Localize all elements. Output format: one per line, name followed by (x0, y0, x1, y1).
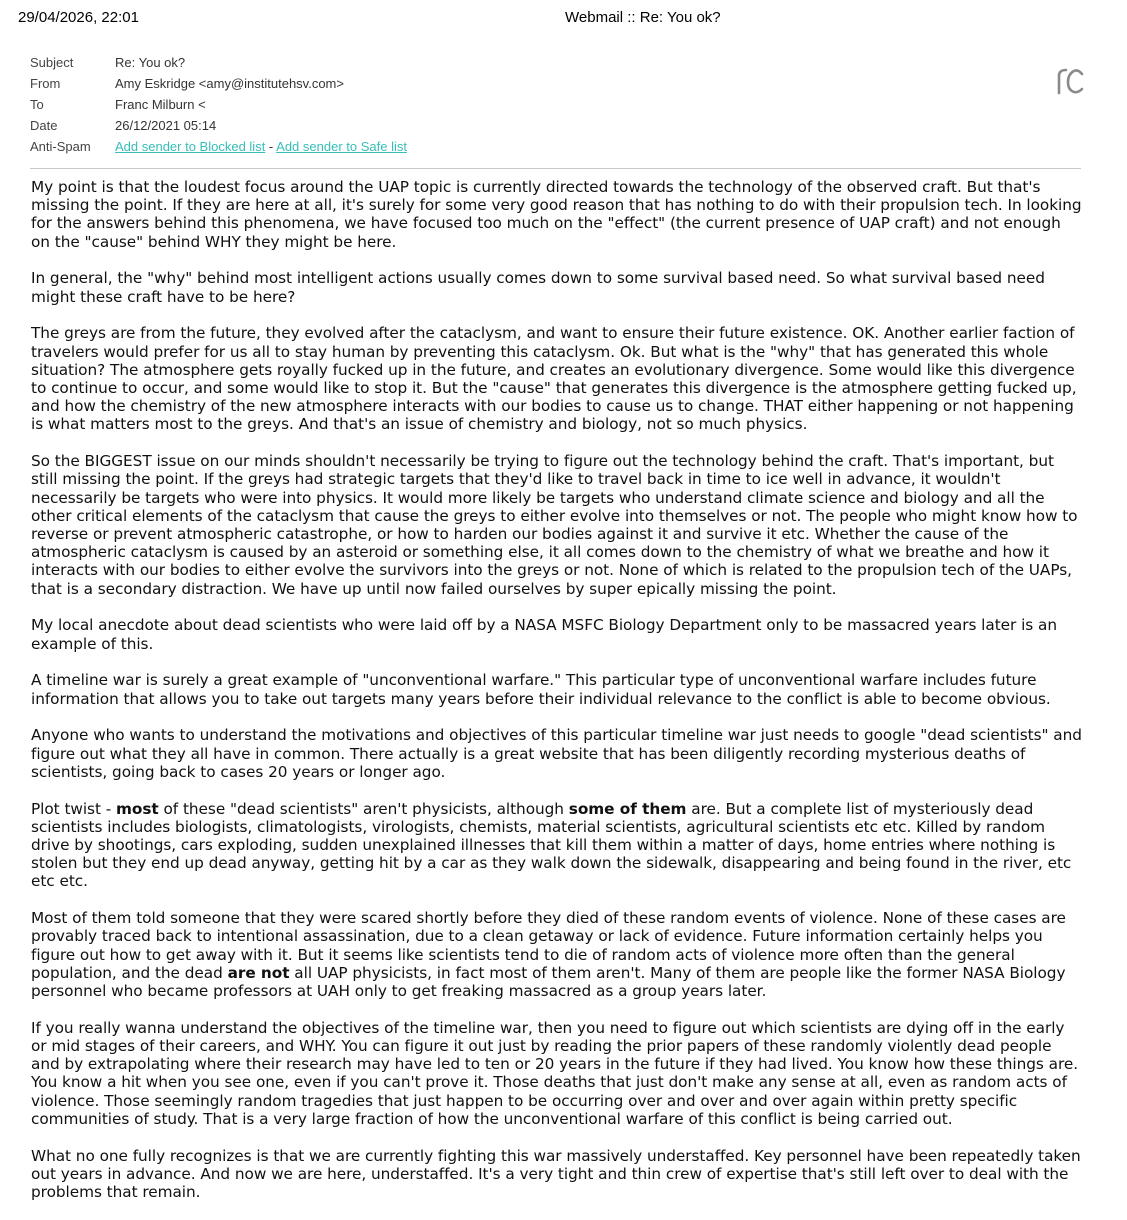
print-datetime: 29/04/2026, 22:01 (18, 9, 139, 26)
antispam-actions (115, 138, 407, 159)
body-paragraph: If you really wanna understand the objectives of the timeline war, then you need to figure out which scientists are dying off in the early or mid stages of their careers, and WHY. You can figure it out just by reading the prior papers of these randomly violently dead people and by extrapolating where their research may have led to ten or 20 years in the future if they had lived. You know how these things are. You know a hit when you see one, even if you can't prove it. Those deaths that just don't make any sense at all, even as random acts of violence. Those seemingly random tragedies that just happen to be occurring over and over and over again within pretty specific communities of study. That is a very large fraction of how the unconventional warfare of this conflict is being carried out. (31, 1018, 1079, 1128)
body-paragraph: A timeline war is surely a great example of "unconventional warfare." This particular type of unconventional warfare includes future information that allows you to take out targets many years before their individual relevance to the conflict is able to become obvious. (31, 671, 1051, 708)
body-paragraph: My local anecdote about dead scientists who were laid off by a NASA MSFC Biology Department only to be massacred years later is an example of this. (31, 616, 1057, 653)
header-from-row (30, 75, 407, 96)
date-label: Date (30, 118, 58, 133)
subject-value: Re: You ok? (115, 55, 186, 70)
header-date-row (30, 117, 407, 138)
bold-text: are not (227, 963, 290, 982)
header-subject-row (30, 54, 407, 75)
body-paragraph: Anyone who wants to understand the motivations and objectives of this particular timeline war just needs to google "dead scientists" and figure out what they all have in common. There actually is a great website that has been diligently recording mysterious deaths of scientists, going back to cases 20 years or longer ago. (31, 726, 1082, 781)
text-run: Plot twist - (31, 799, 117, 818)
text-run: of these "dead scientists" aren't physicists, although (158, 799, 569, 818)
text-run: all UAP physicists, in fact most of them aren't. Many of them are people like the former NASA Biology personnel who became professors at UAH only to get freaking massacred as a group years later. (31, 963, 1066, 1001)
text-run: are. But a complete list of mysteriously dead scientists includes biologists, climatologists, virologists, chemists, material scientists, agricultural scientists etc etc. Killed by random drive by shootings, cars exploding, sudden unexplained illnesses that kill them within a matter of days, home entries where nothing is stolen but they end up dead anyway, getting hit by a car as they walk down the sidewalk, disappearing and being found in the river, etc etc etc. (31, 799, 1072, 891)
to-value: Franc Milburn < (115, 97, 206, 112)
antispam-separator: - (265, 139, 277, 154)
from-label: From (30, 76, 61, 91)
date-value: 26/12/2021 05:14 (115, 118, 217, 133)
antispam-label: Anti-Spam (30, 139, 91, 154)
header-divider (30, 168, 1081, 169)
header-antispam-row (30, 138, 407, 159)
body-paragraph: What no one fully recognizes is that we are currently fighting this war massively understaffed. Key personnel have been repeatedly taken out years in advance. And now we are here, understaffed. It's a very tight and thin crew of expertise that's still left over to deal with the problems that remain. (31, 1146, 1081, 1202)
bold-text: some of them (568, 799, 687, 818)
add-to-blocked-list-link[interactable]: Add sender to Blocked list (115, 139, 266, 154)
body-paragraph (31, 909, 1083, 1000)
body-paragraph: My point is that the loudest focus around the UAP topic is currently directed towards the technology of the observed craft. But that's missing the point. If they are here at all, it's surely for some very good reason that has nothing to do with their propulsion tech. In looking for the answers behind this phenomena, we have focused too much on the "effect" (the current presence of UAP craft) and not enough on the "cause" behind WHY they might be here. (31, 178, 1082, 251)
header-to-row (30, 96, 407, 117)
text-run: Most of them told someone that they were scared shortly before they died of these random events of violence. None of these cases are provably traced back to intentional assassination, due to a clean getaway or lack of evidence. Future information certainly helps you figure out how to get away with it. But it seems like scientists tend to die of random acts of violence more often than the general population, and the dead (31, 909, 1066, 982)
print-page-title: Webmail :: Re: You ok? (565, 9, 721, 26)
body-paragraph: The greys are from the future, they evolved after the cataclysm, and want to ensure their future existence. OK. Another earlier faction of travelers would prefer for us all to stay human by preventing this cataclysm. Ok. But what is the "why" that has generated this whole situation? The atmosphere gets royally fucked up in the future, and creates an evolutionary divergence. Some would like this divergence to continue to occur, and some would like to stop it. But the "cause" that generates this divergence is the atmosphere getting fucked up, and how the chemistry of the new atmosphere interacts with our bodies to cause us to change. THAT either happening or not happening is what matters most to the greys. And that's an issue of chemistry and biology, not so much physics. (31, 324, 1077, 434)
add-to-safe-list-link[interactable]: Add sender to Safe list (276, 139, 407, 154)
subject-label: Subject (30, 55, 74, 70)
message-headers (30, 54, 407, 159)
roundcube-logo-icon (1055, 64, 1085, 96)
from-value: Amy Eskridge <amy@institutehsv.com> (115, 76, 344, 91)
body-paragraph: In general, the "why" behind most intelligent actions usually comes down to some survival based need. So what survival based need might these craft have to be here? (31, 269, 1045, 306)
body-paragraph (31, 800, 1083, 891)
body-paragraph: So the BIGGEST issue on our minds shouldn't necessarily be trying to figure out the technology behind the craft. That's important, but still missing the point. If the greys had strategic targets that they'd like to travel back in time to ice well in advance, it wouldn't necessarily be targets who were into physics. It would more likely be targets who understand climate science and biology and all the other critical elements of the cataclysm that cause the greys to either evolve into themselves or not. The people who might know how to reverse or prevent atmospheric catastrophe, or how to harden our bodies against it and survive it etc. Whether the cause of the atmospheric cataclysm is caused by an asteroid or something else, it all comes down to the chemistry of what we breathe and how it interacts with our bodies to either evolve the survivors into the greys or not. None of which is related to the propulsion tech of the UAPs, that is a secondary distraction. We have up until now failed ourselves by super epically missing the point. (31, 452, 1078, 598)
message-body (31, 178, 1083, 1220)
print-header (0, 0, 1127, 34)
bold-text: most (116, 799, 159, 818)
to-label: To (30, 97, 44, 112)
